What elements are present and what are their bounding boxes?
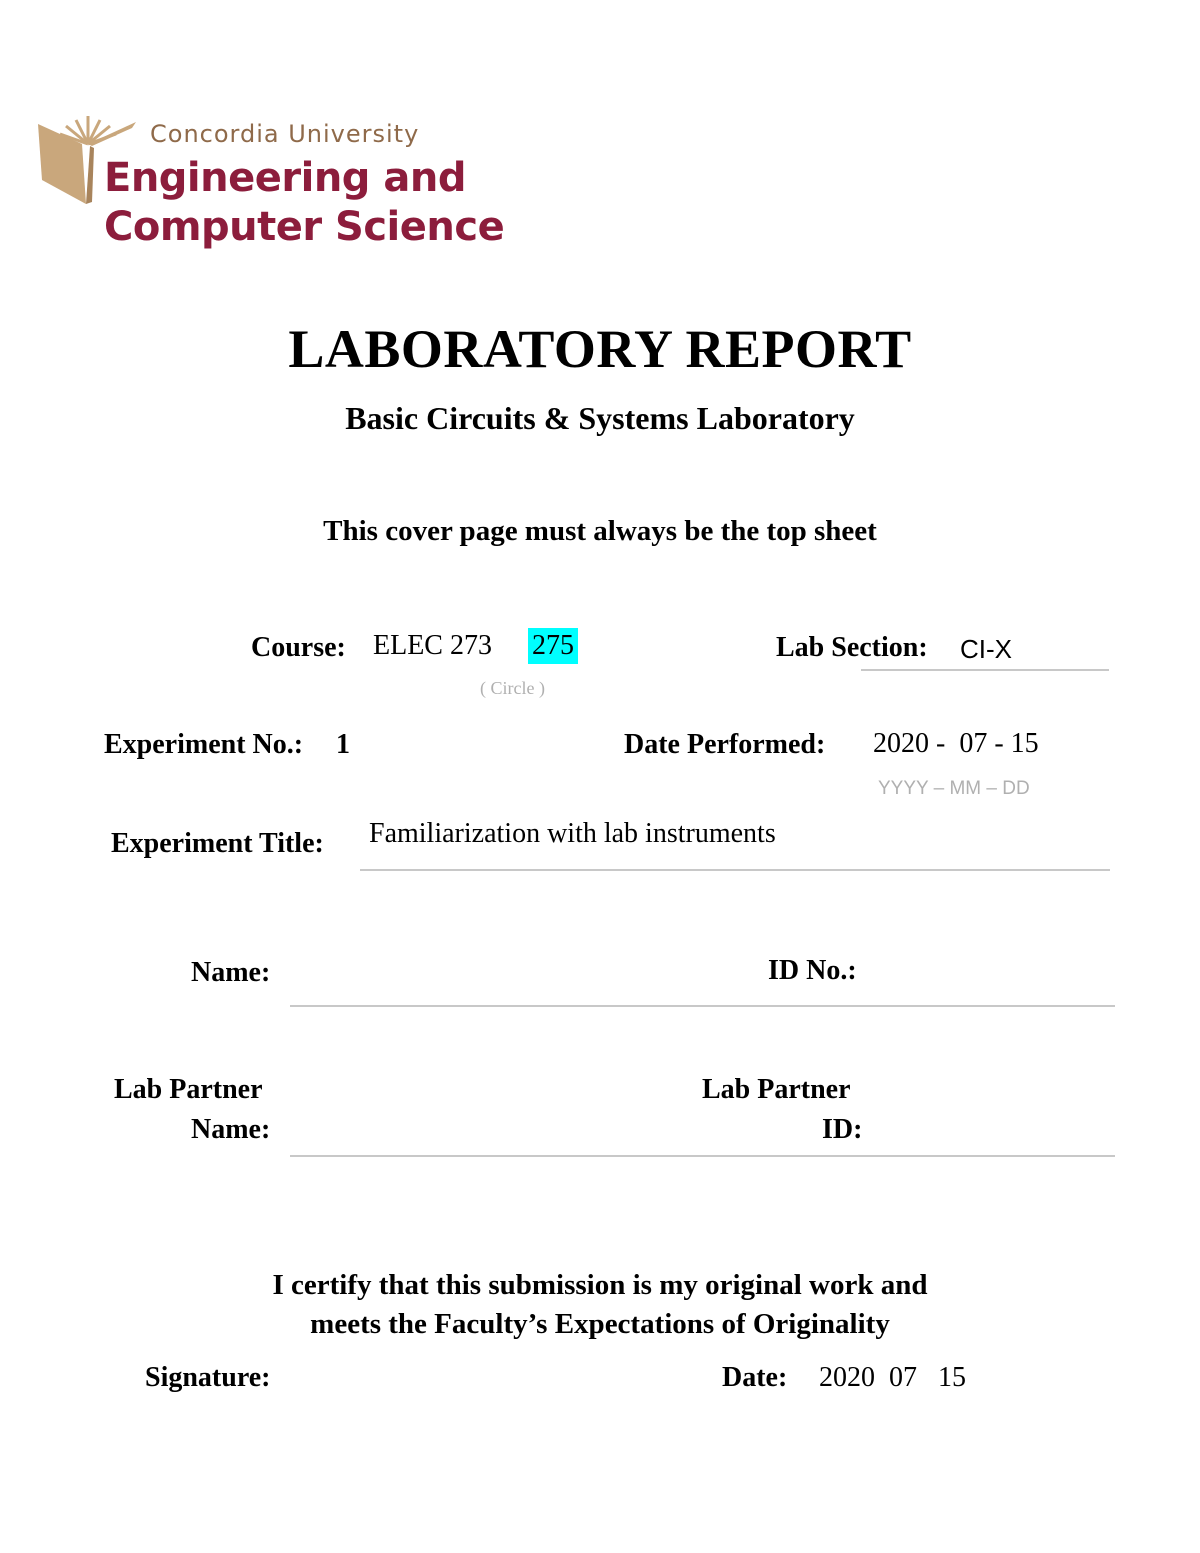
report-title: LABORATORY REPORT (288, 319, 912, 379)
date-performed-label: Date Performed: (624, 729, 826, 760)
course-label: Course: (251, 632, 346, 663)
originality-certification (0, 1266, 1200, 1344)
partner-name-label-line1: Lab Partner (114, 1074, 263, 1105)
name-label: Name: (191, 957, 271, 988)
experiment-title-value: Familiarization with lab instruments (369, 818, 776, 849)
partner-id-label-line1: Lab Partner (702, 1074, 851, 1105)
partner-name-label-line2: Name: (191, 1114, 271, 1145)
logo-faculty-line2: Computer Science (104, 204, 505, 250)
certify-line2: meets the Faculty’s Expectations of Originality (310, 1308, 890, 1340)
certify-line1: I certify that this submission is my original work and (272, 1269, 928, 1301)
lab-section-underline (861, 669, 1109, 671)
course-option-275-circled: 275 (528, 628, 578, 664)
name-id-underline (290, 1005, 1115, 1007)
logo-university-name: Concordia University (150, 120, 420, 148)
signature-label: Signature: (145, 1362, 271, 1393)
date-performed-value: 2020 - 07 - 15 (873, 728, 1039, 759)
experiment-no-label: Experiment No.: (104, 729, 304, 760)
partner-underline (290, 1155, 1115, 1157)
report-subtitle: Basic Circuits & Systems Laboratory (345, 400, 855, 436)
lab-section-label: Lab Section: (776, 632, 928, 663)
experiment-title-label: Experiment Title: (111, 828, 324, 859)
cover-page-notice: This cover page must always be the top sheet (323, 515, 877, 547)
date-label: Date: (722, 1362, 788, 1393)
logo-faculty-line1: Engineering and (104, 155, 466, 201)
lab-section-value: CI-X (960, 634, 1012, 664)
date-value: 2020 07 15 (819, 1362, 966, 1393)
date-format-hint: YYYY – MM – DD (878, 778, 1030, 799)
experiment-no-value: 1 (336, 729, 350, 760)
experiment-title-underline (360, 869, 1110, 871)
partner-id-label-line2: ID: (822, 1114, 863, 1145)
id-no-label: ID No.: (768, 955, 857, 986)
course-circle-hint: ( Circle ) (480, 678, 545, 698)
course-option-273: ELEC 273 (373, 630, 492, 661)
